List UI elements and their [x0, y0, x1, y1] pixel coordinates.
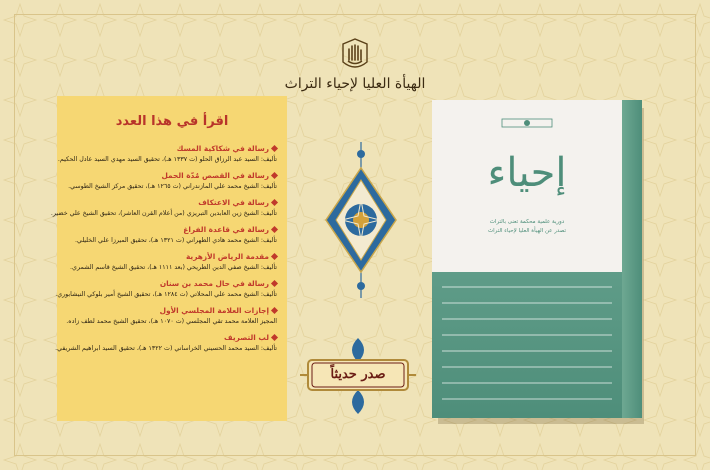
entry-title: رسالة في قاعدة الفراغ — [183, 225, 269, 234]
cover-logo-icon — [502, 114, 552, 132]
diamond-bullet-icon — [271, 226, 278, 233]
cover-row — [442, 302, 612, 304]
arabesque-ornament-icon — [320, 140, 402, 300]
diamond-bullet-icon — [271, 172, 278, 179]
entry-author: تأليف: الشيخ محمد علي المحلاتي (ت ١٢٨٤ هـ)، تحقيق الشيخ أمير بلوكي النيشابوري. — [55, 291, 277, 298]
subtitle-line: دورية علمية محكمة تعنى بالتراث — [489, 219, 565, 225]
entry-author: تأليف: الشيخ محمد هادي الطهراني (ت ١٣٢١ هـ)، تحقيق الميرزا علي الخليلي. — [74, 237, 277, 244]
list-item — [50, 198, 277, 217]
subtitle-line: تصدر عن الهيأة العليا لإحياء التراث — [487, 228, 567, 234]
entry-title: مقدمة الرياض الأزهرية — [185, 252, 269, 261]
list-item — [67, 171, 277, 190]
entry-author: تأليف: السيد محمد الحسيني الخراساني (ت ١٣٢٢ هـ)، تحقيق السيد ابراهيم الشريفي. — [55, 345, 277, 352]
contents-panel — [50, 96, 287, 421]
diamond-bullet-icon — [271, 307, 278, 314]
entry-title: لب التصريف — [224, 333, 269, 342]
diamond-bullet-icon — [271, 199, 278, 206]
cover-row — [442, 334, 612, 336]
magazine-subtitle — [452, 218, 602, 236]
entry-title: رسالة في شكاكية المسك — [176, 144, 269, 153]
cover-front — [432, 100, 622, 418]
new-release-badge — [298, 336, 418, 416]
cover-row — [442, 366, 612, 368]
list-item — [55, 279, 277, 298]
cover-spine — [622, 100, 642, 418]
entry-author: المجيز العلامة محمد تقي المجلسي (ت ١٠٧٠ هـ)، تحقيق الشيخ محمد لطف زاده. — [66, 318, 277, 325]
badge-label: صدر حديثاً — [330, 367, 386, 382]
list-item — [55, 333, 277, 352]
cover-contents-band — [432, 272, 622, 418]
diamond-bullet-icon — [271, 280, 278, 287]
cover-row — [442, 350, 612, 352]
diamond-bullet-icon — [271, 334, 278, 341]
entry-title: رسالة في حال محمد بن سنان — [159, 279, 269, 288]
entry-title: إجازات العلامة المجلسي الأول — [159, 306, 269, 315]
magazine-cover — [432, 100, 642, 418]
list-item — [67, 306, 277, 325]
cover-row — [442, 318, 612, 320]
entry-author: تأليف: الشيخ صفي الدين الطريحي (بعد ١١١١ هـ)، تحقيق الشيخ قاسم الشمري. — [70, 264, 277, 271]
entry-author: تأليف: الشيخ محمد علي المازندراني (ت ١٢٦٥ هـ)، تحقيق مركز الشيخ الطوسي. — [68, 183, 277, 190]
magazine-title: إحياء — [487, 150, 567, 196]
cover-row — [442, 382, 612, 384]
list-item — [67, 225, 277, 244]
contents-heading: اقرأ في هذا العدد — [115, 114, 229, 129]
list-item — [57, 144, 277, 163]
cover-row — [442, 286, 612, 288]
entry-title: رسالة في القصص مُدّة الحمل — [161, 171, 269, 180]
hand-emblem-icon — [280, 38, 430, 74]
contents-list — [50, 144, 277, 360]
diamond-bullet-icon — [271, 253, 278, 260]
cover-row — [442, 398, 612, 400]
entry-author: تأليف: السيد عبد الرزاق الحلو (ت ١٣٣٧ هـ)، تحقيق السيد مهدي السيد عادل الحكيم. — [57, 156, 277, 163]
entry-author: تأليف: الشيخ زين العابدين التبريزي (من أعلام القرن العاشر)، تحقيق الشيخ علي خضير. — [50, 210, 277, 217]
diamond-bullet-icon — [271, 145, 278, 152]
organization-logo — [280, 38, 430, 108]
entry-title: رسالة في الاعتكاف — [198, 198, 269, 207]
list-item — [67, 252, 277, 271]
organization-name: الهيأة العليا لإحياء التراث — [284, 76, 426, 92]
